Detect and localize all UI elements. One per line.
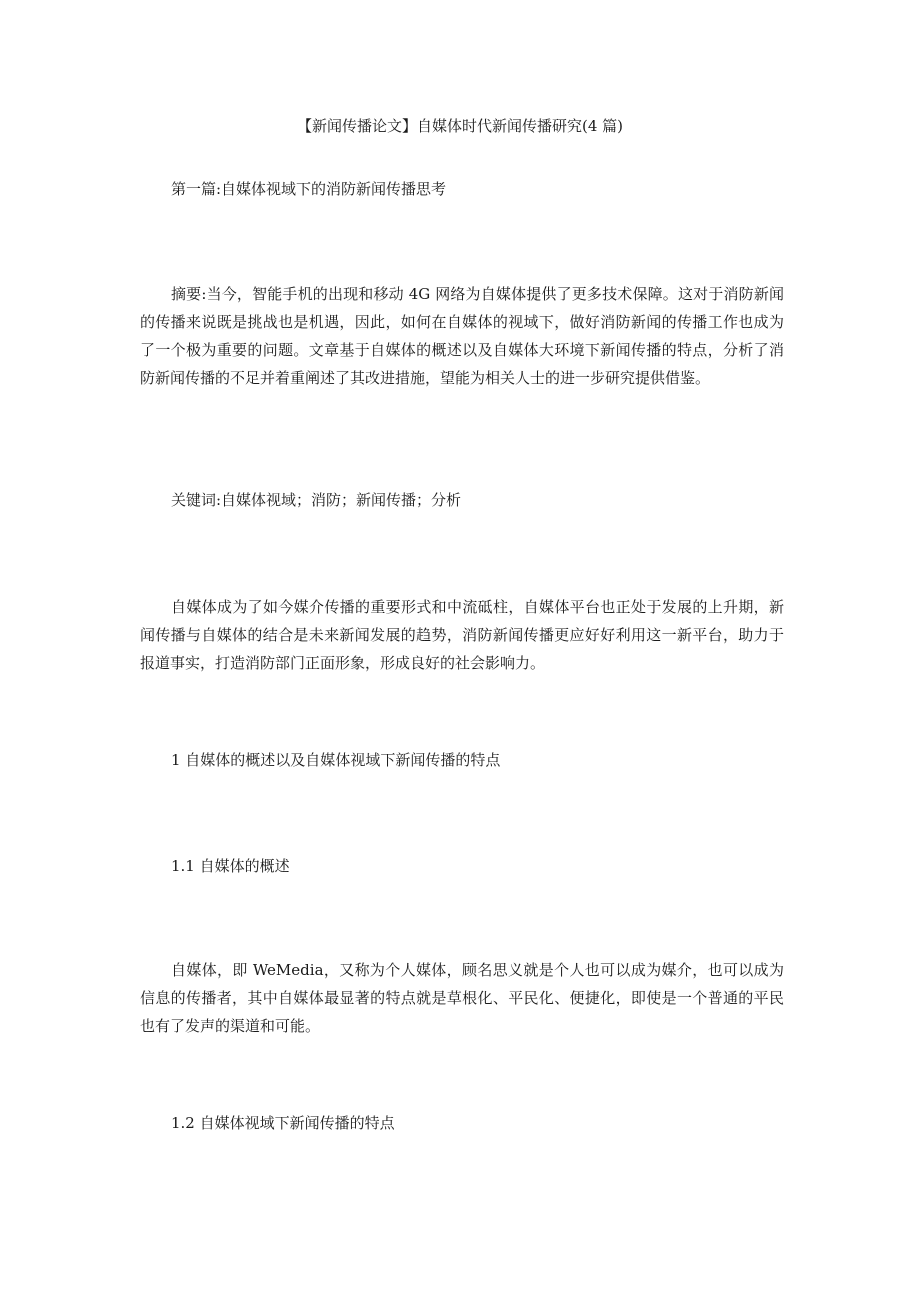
- chapter-heading: 第一篇:自媒体视域下的消防新闻传播思考: [171, 180, 447, 198]
- section-1-1-paragraph: 自媒体，即 WeMedia，又称为个人媒体，顾名思义就是个人也可以成为媒介，也可以成为信息的传播者，其中自媒体最显著的特点就是草根化、平民化、便捷化，即使是一个普通的平民也有了发声的渠道和可能。: [140, 961, 784, 1035]
- abstract-paragraph: 摘要:当今，智能手机的出现和移动 4G 网络为自媒体提供了更多技术保障。这对于消防新闻的传播来说既是挑战也是机遇，因此，如何在自媒体的视域下，做好消防新闻的传播工作也成为了一个极为重要的问题。文章基于自媒体的概述以及自媒体大环境下新闻传播的特点，分析了消防新闻传播的不足并着重阐述了其改进措施，望能为相关人士的进一步研究提供借鉴。: [140, 285, 784, 387]
- section-1-heading: 1 自媒体的概述以及自媒体视域下新闻传播的特点: [171, 751, 501, 769]
- keywords-line: 关键词:自媒体视域；消防；新闻传播；分析: [171, 491, 462, 509]
- intro-paragraph: 自媒体成为了如今媒介传播的重要形式和中流砥柱，自媒体平台也正处于发展的上升期，新闻传播与自媒体的结合是未来新闻发展的趋势，消防新闻传播更应好好利用这一新平台，助力于报道事实，打造消防部门正面形象，形成良好的社会影响力。: [140, 598, 784, 672]
- section-1-1-heading: 1.1 自媒体的概述: [171, 857, 290, 875]
- section-1-2-heading: 1.2 自媒体视域下新闻传播的特点: [171, 1114, 395, 1132]
- document-title: 【新闻传播论文】自媒体时代新闻传播研究(4 篇): [296, 117, 624, 135]
